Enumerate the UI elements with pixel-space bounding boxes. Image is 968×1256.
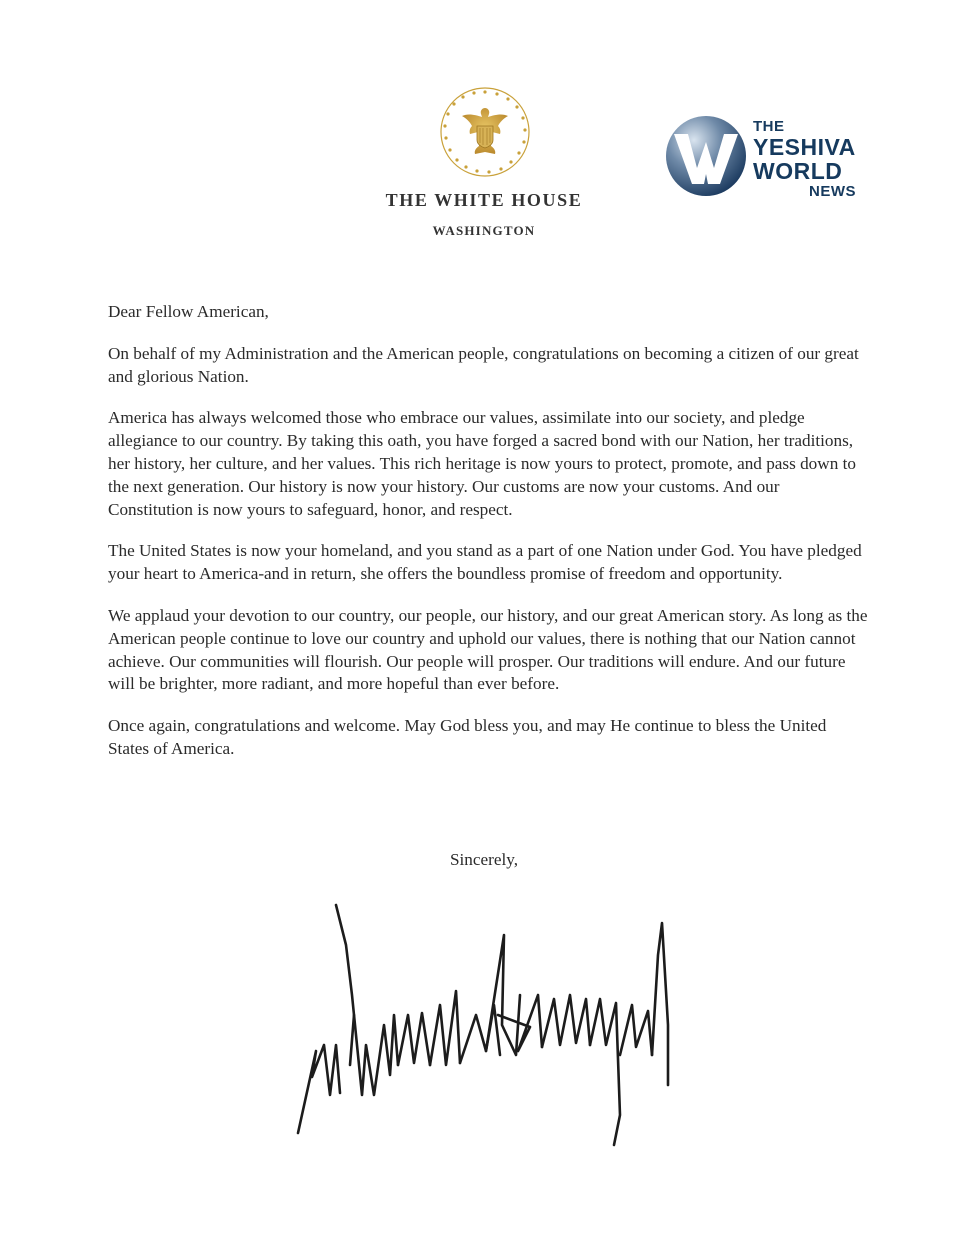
signature-icon bbox=[290, 895, 680, 1155]
news-logo-wordmark bbox=[753, 119, 856, 199]
letter-body bbox=[108, 301, 868, 780]
letter-paragraph: The United States is now your homeland, and you stand as a part of one Nation under God. You have pledged your heart to America-and in return, she offers the boundless promise of freedom and opportunity. bbox=[108, 541, 862, 584]
presidential-seal-icon bbox=[439, 86, 531, 178]
letter-greeting: Dear Fellow American, bbox=[108, 302, 269, 321]
letterhead-subtitle: WASHINGTON bbox=[432, 223, 536, 238]
letter-paragraph: On behalf of my Administration and the American people, congratulations on becoming a citizen of our great and glorious Nation. bbox=[108, 343, 859, 386]
letter-paragraph: Once again, congratulations and welcome. May God bless you, and may He continue to bless the United States of America. bbox=[108, 716, 827, 758]
letter-paragraph: We applaud your devotion to our country, our people, our history, and our great American story. As long as the American people continue to love our country and uphold our values, there is nothing that our Nation cannot achieve. Our communities will flourish. Our people will prosper. Our traditions will endure. And our future will be brighter, more radiant, and more hopeful than ever before. bbox=[108, 605, 868, 694]
letterhead-title: THE WHITE HOUSE bbox=[385, 190, 583, 210]
news-logo-line-2: YESHIVA bbox=[753, 134, 856, 160]
letter-closing: Sincerely, bbox=[449, 850, 519, 869]
news-logo-line-3: WORLD bbox=[753, 158, 843, 184]
news-logo-line-1: THE bbox=[753, 118, 785, 135]
letter-paragraph: America has always welcomed those who embrace our values, assimilate into our society, and pledge allegiance to our country. By taking this oath, you have forged a sacred bond with our Nation, her traditions, her history, her culture, and her values. This rich heritage is now yours to protect, promote, and pass down to the next generation. Our history is now your history. Our customs are now your customs. And our Constitution is now yours to safeguard, honor, and respect. bbox=[108, 408, 856, 519]
news-logo-line-4: NEWS bbox=[809, 183, 856, 200]
